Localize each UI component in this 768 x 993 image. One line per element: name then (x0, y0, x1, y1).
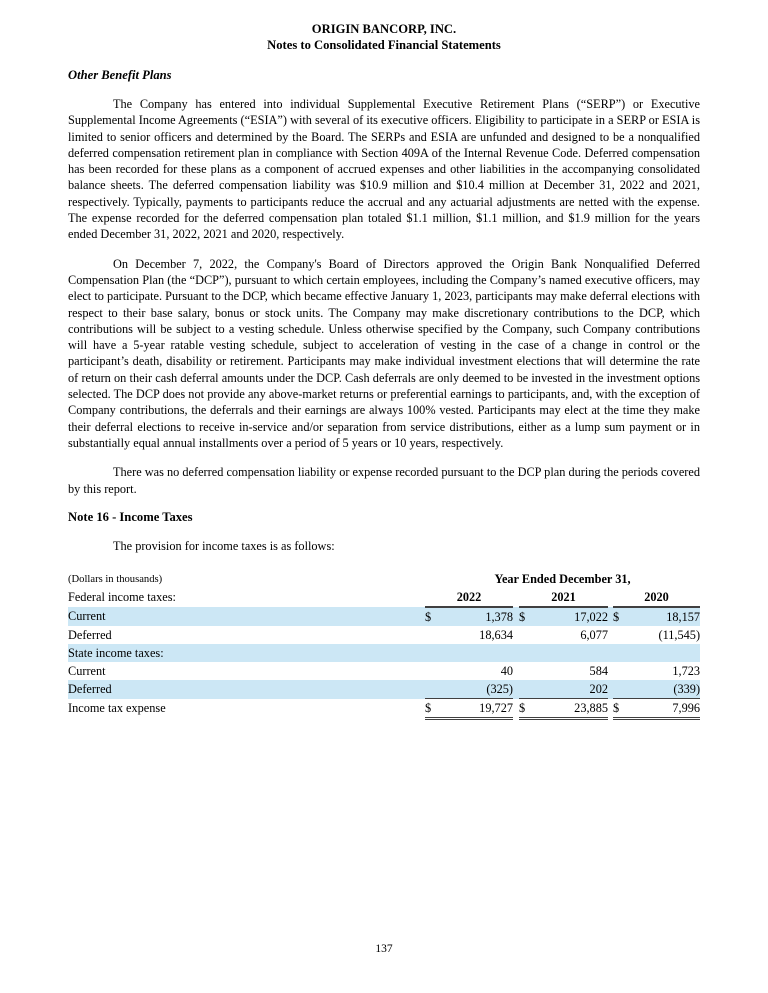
value-2020: (11,545) (658, 627, 701, 642)
paragraph-no-dcp-liability: There was no deferred compensation liability or expense recorded pursuant to the DCP plan during the periods covered by this report. (68, 465, 700, 496)
total-2021: 23,885 (535, 699, 608, 719)
section-heading-other-benefit-plans: Other Benefit Plans (68, 68, 172, 82)
table-row-state-income-taxes (68, 644, 700, 662)
row-label: Deferred (68, 680, 425, 699)
value-2021: 584 (589, 663, 608, 678)
units-note: (Dollars in thousands) (68, 573, 163, 585)
value-2020: 18,157 (629, 607, 700, 626)
currency-cell-empty (519, 626, 535, 644)
year-header-2021: 2021 (519, 588, 608, 607)
value-2022: 1,378 (441, 607, 513, 626)
table-year-header-row (68, 588, 700, 607)
table-row-federal-deferred (68, 626, 700, 644)
value-2021: 17,022 (535, 607, 608, 626)
document-subtitle: Notes to Consolidated Financial Statements (267, 38, 501, 52)
year-header-2022: 2022 (425, 588, 513, 607)
currency-cell-empty (425, 680, 441, 699)
section-heading-note-16-income-taxes: Note 16 - Income Taxes (68, 509, 193, 524)
table-row-state-deferred (68, 680, 700, 699)
currency-symbol: $ (613, 607, 629, 626)
currency-cell-empty (613, 662, 629, 680)
row-label-state-income-taxes: State income taxes: (68, 644, 425, 662)
currency-cell-empty (519, 680, 535, 699)
currency-cell-empty (425, 626, 441, 644)
paragraph-serp-esia: The Company has entered into individual Supplemental Executive Retirement Plans (“SERP”) or Executive Supplemental Income Agreements (“ESIA”) with several of its executive officers. Eligibility to participate in a SERP or ESIA is limited to senior officers and determined by the Board. The SERPs and ESIA are unfunded and designed to be a nonqualified deferred compensation retirement plan in compliance with Section 409A of the Internal Revenue Code. Deferred compensation has been recorded for these plans as a component of accrued expenses and other liabilities in the accompanying consolidated balance sheets. The deferred compensation liability was $10.9 million and $10.4 million at December 31, 2022 and 2021, respectively. Typically, payments to participants reduce the accrual and any actuarial adjustments are netted with the expense. The expense recorded for the deferred compensation plan totaled $1.1 million, $1.1 million, and $1.9 million for the years ended December 31, 2022, 2021 and 2020, respectively. (68, 97, 700, 242)
currency-symbol: $ (425, 699, 441, 719)
total-2020: 7,996 (629, 699, 700, 719)
value-2020: (339) (629, 680, 700, 699)
paragraph-dcp: On December 7, 2022, the Company's Board of Directors approved the Origin Bank Nonqualified Deferred Compensation Plan (the “DCP”), pursuant to which certain employees, including the Company’s named executive officers, may elect to participate. Pursuant to the DCP, which became effective January 1, 2023, participants may make deferral elections with respect to their base salary, bonus or stock units. The Company may make discretionary contributions to the DCP, which contributions will be subject to a vesting schedule. Unless otherwise specified by the Company, such Company contributions will have a 5-year ratable vesting schedule, subject to acceleration of vesting in the case of a change in control or the participant’s death, disability or retirement. Participants may make individual investment elections that will determine the rate of return on their cash deferral amounts under the DCP. Cash deferrals are only deemed to be invested in the investment options selected. The DCP does not provide any above-market returns or preferential earnings to participants, and, with the exception of Company contributions, the deferrals and their earnings are always 100% vested. Participants may elect at the time they make their deferral elections to receive in-service and/or separation from service distributions, either as a lump sum payment or in substantially equal annual installments over a period of 5 years or 10 years, respectively. (68, 256, 700, 450)
value-2020: 1,723 (672, 663, 701, 678)
document-header (68, 21, 700, 53)
income-tax-provision-table (68, 570, 700, 720)
income-taxes-intro: The provision for income taxes is as follows: (113, 538, 335, 553)
value-2021: 6,077 (580, 627, 608, 642)
table-caption-row (68, 570, 700, 588)
row-label: Current (68, 663, 106, 678)
table-row-income-tax-expense-total (68, 699, 700, 719)
currency-cell-empty (519, 662, 535, 680)
currency-symbol: $ (519, 699, 535, 719)
row-label: Current (68, 607, 425, 626)
period-header: Year Ended December 31, (494, 571, 631, 586)
currency-symbol: $ (519, 607, 535, 626)
total-2022: 19,727 (441, 699, 513, 719)
currency-cell-empty (613, 680, 629, 699)
currency-symbol: $ (613, 699, 629, 719)
table-row-federal-current (68, 607, 700, 626)
value-2022: (325) (441, 680, 513, 699)
value-2021: 202 (535, 680, 608, 699)
value-2022: 40 (500, 663, 513, 678)
row-label-total: Income tax expense (68, 701, 166, 716)
row-label-federal-income-taxes: Federal income taxes: (68, 590, 176, 605)
table-row-state-current (68, 662, 700, 680)
currency-symbol: $ (425, 607, 441, 626)
empty-cells (425, 644, 700, 662)
year-header-2020: 2020 (613, 588, 700, 607)
company-title: ORIGIN BANCORP, INC. (311, 22, 457, 36)
currency-cell-empty (425, 662, 441, 680)
value-2022: 18,634 (479, 627, 513, 642)
currency-cell-empty (613, 626, 629, 644)
page-number: 137 (375, 943, 393, 955)
row-label: Deferred (68, 627, 112, 642)
